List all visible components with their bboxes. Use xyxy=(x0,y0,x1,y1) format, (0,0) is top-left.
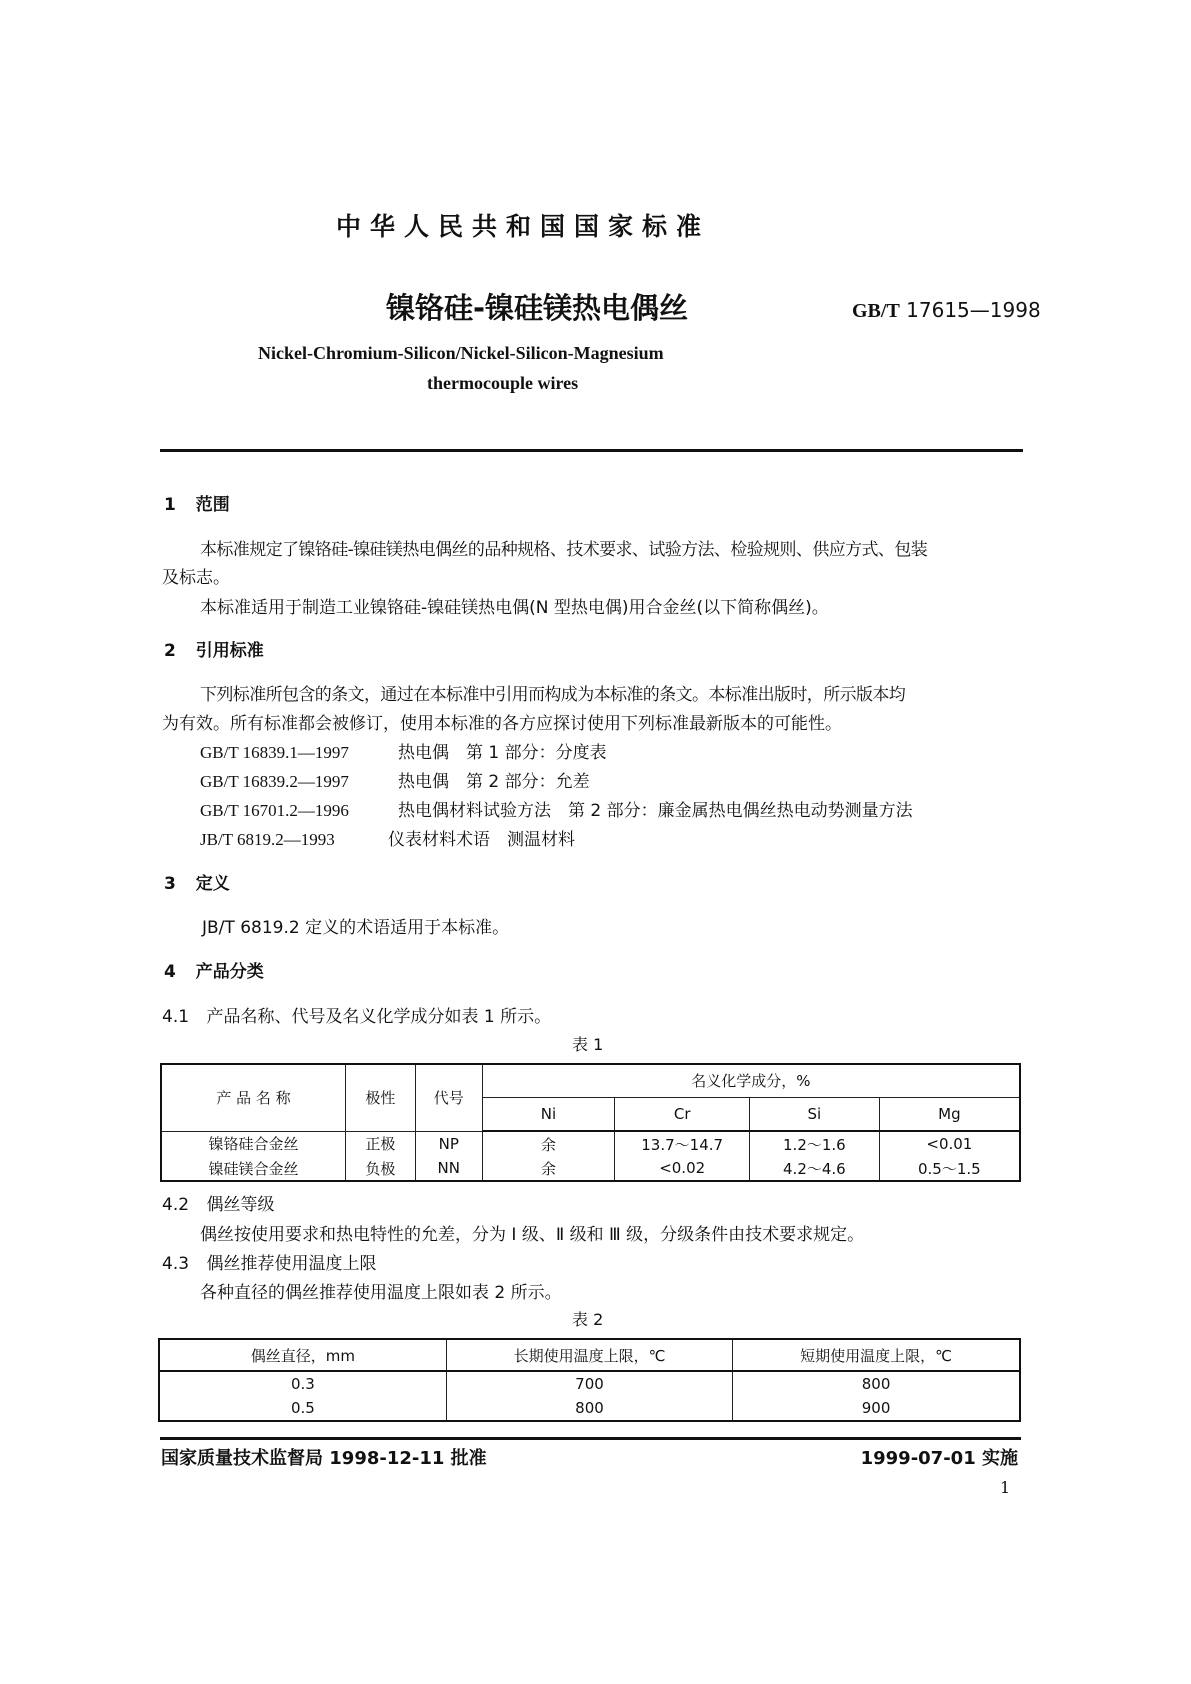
table-row xyxy=(161,1156,1020,1181)
cell-long-term: 700 xyxy=(446,1371,732,1396)
subsection-text: 产品名称、代号及名义化学成分如表 1 所示。 xyxy=(206,1007,552,1027)
cell-code: NP xyxy=(415,1131,482,1156)
cell-cr: <0.02 xyxy=(615,1156,750,1181)
reference-title: 热电偶 第 1 部分：分度表 xyxy=(398,743,607,763)
reference-title: 仪表材料术语 测温材料 xyxy=(388,830,575,850)
subsection-4-1 xyxy=(162,1002,551,1027)
table-1-caption: 表 1 xyxy=(572,1035,604,1054)
reference-title: 热电偶 第 2 部分：允差 xyxy=(398,772,590,792)
reference-code: GB/T 16839.1—1997 xyxy=(200,743,349,762)
table-header-short-term-limit: 短期使用温度上限，℃ xyxy=(733,1339,1020,1371)
section-number: 3 xyxy=(164,874,176,894)
table-1 xyxy=(160,1063,1021,1182)
section-number: 2 xyxy=(164,641,176,661)
cell-short-term: 800 xyxy=(733,1371,1020,1396)
cell-code: NN xyxy=(415,1156,482,1181)
reference-item xyxy=(200,767,590,792)
section-title: 引用标准 xyxy=(195,641,264,661)
table-row xyxy=(159,1396,1020,1421)
table-header-mg: Mg xyxy=(879,1097,1020,1131)
header-divider xyxy=(160,449,1023,452)
table-header-ni: Ni xyxy=(482,1097,615,1131)
section-2-para-line2: 为有效。所有标准都会被修订，使用本标准的各方应探讨使用下列标准最新版本的可能性。 xyxy=(162,714,842,734)
table-header-si: Si xyxy=(750,1097,880,1131)
subsection-title: 偶丝等级 xyxy=(206,1195,275,1215)
standard-code xyxy=(852,298,1041,323)
table-header-long-term-limit: 长期使用温度上限，℃ xyxy=(446,1339,732,1371)
reference-code: GB/T 16839.2—1997 xyxy=(200,772,349,791)
subsection-title: 偶丝推荐使用温度上限 xyxy=(206,1254,377,1274)
reference-item xyxy=(200,738,607,763)
cell-polarity: 正极 xyxy=(345,1131,415,1156)
table-2-caption: 表 2 xyxy=(572,1310,604,1329)
reference-item xyxy=(200,825,575,850)
reference-code: JB/T 6819.2—1993 xyxy=(200,830,335,849)
implementation-line: 1999-07-01 实施 xyxy=(860,1448,1018,1469)
cell-diameter: 0.5 xyxy=(159,1396,446,1421)
standard-code-number: 17615—1998 xyxy=(906,298,1041,322)
section-1-para1-line2: 及标志。 xyxy=(162,568,230,588)
table-header-diameter: 偶丝直径，mm xyxy=(159,1339,446,1371)
subsection-4-2-text: 偶丝按使用要求和热电特性的允差，分为 Ⅰ 级、Ⅱ 级和 Ⅲ 级，分级条件由技术要求规定。 xyxy=(200,1225,865,1245)
subsection-4-2-heading xyxy=(162,1190,274,1215)
cell-mg: <0.01 xyxy=(879,1131,1020,1156)
section-title: 产品分类 xyxy=(195,962,264,982)
footer-divider xyxy=(160,1437,1021,1440)
table-header-code: 代号 xyxy=(415,1064,482,1131)
reference-item xyxy=(200,796,913,821)
cell-ni: 余 xyxy=(482,1156,615,1181)
section-title: 定义 xyxy=(195,874,230,894)
section-3-para: JB/T 6819.2 定义的术语适用于本标准。 xyxy=(202,918,510,938)
section-3-heading xyxy=(164,869,230,894)
section-4-heading xyxy=(164,957,264,982)
table-row xyxy=(161,1131,1020,1156)
cell-cr: 13.7～14.7 xyxy=(615,1131,750,1156)
page-number: 1 xyxy=(1000,1478,1011,1497)
document-title-en-line2: thermocouple wires xyxy=(427,373,579,393)
cell-ni: 余 xyxy=(482,1131,615,1156)
cell-polarity: 负极 xyxy=(345,1156,415,1181)
section-1-para1-line1: 本标准规定了镍铬硅-镍硅镁热电偶丝的品种规格、技术要求、试验方法、检验规则、供应方式、包装 xyxy=(200,540,928,560)
table-row xyxy=(159,1371,1020,1396)
section-2-heading xyxy=(164,636,264,661)
document-title-en-line1: Nickel-Chromium-Silicon/Nickel-Silicon-Magnesium xyxy=(258,343,664,363)
table-header-cr: Cr xyxy=(615,1097,750,1131)
cell-si: 4.2～4.6 xyxy=(750,1156,880,1181)
subsection-number: 4.2 xyxy=(162,1195,190,1215)
table-header-polarity: 极性 xyxy=(345,1064,415,1131)
reference-code: GB/T 16701.2—1996 xyxy=(200,801,349,820)
national-standard-heading: 中华人民共和国国家标准 xyxy=(336,212,711,241)
subsection-4-3-text: 各种直径的偶丝推荐使用温度上限如表 2 所示。 xyxy=(200,1283,562,1303)
section-number: 1 xyxy=(164,495,176,515)
section-2-para-line1: 下列标准所包含的条文，通过在本标准中引用而构成为本标准的条文。本标准出版时，所示版本均 xyxy=(200,685,906,705)
section-1-heading xyxy=(164,490,230,515)
cell-short-term: 900 xyxy=(733,1396,1020,1421)
section-title: 范围 xyxy=(195,495,230,515)
document-title-cn: 镍铬硅-镍硅镁热电偶丝 xyxy=(386,291,689,325)
table-header-product-name: 产 品 名 称 xyxy=(161,1064,345,1131)
cell-mg: 0.5～1.5 xyxy=(879,1156,1020,1181)
cell-long-term: 800 xyxy=(446,1396,732,1421)
cell-diameter: 0.3 xyxy=(159,1371,446,1396)
table-2 xyxy=(158,1338,1021,1422)
approval-line: 国家质量技术监督局 1998-12-11 批准 xyxy=(161,1448,487,1469)
cell-si: 1.2～1.6 xyxy=(750,1131,880,1156)
subsection-number: 4.3 xyxy=(162,1254,190,1274)
section-number: 4 xyxy=(164,962,176,982)
table-header-composition: 名义化学成分，% xyxy=(482,1064,1020,1097)
section-1-para2: 本标准适用于制造工业镍铬硅-镍硅镁热电偶(N 型热电偶)用合金丝(以下简称偶丝)。 xyxy=(200,598,829,618)
cell-name: 镍硅镁合金丝 xyxy=(161,1156,345,1181)
subsection-number: 4.1 xyxy=(162,1007,190,1027)
reference-title: 热电偶材料试验方法 第 2 部分：廉金属热电偶丝热电动势测量方法 xyxy=(398,801,913,821)
cell-name: 镍铬硅合金丝 xyxy=(161,1131,345,1156)
subsection-4-3-heading xyxy=(162,1249,376,1274)
standard-code-prefix: GB/T xyxy=(852,300,900,322)
